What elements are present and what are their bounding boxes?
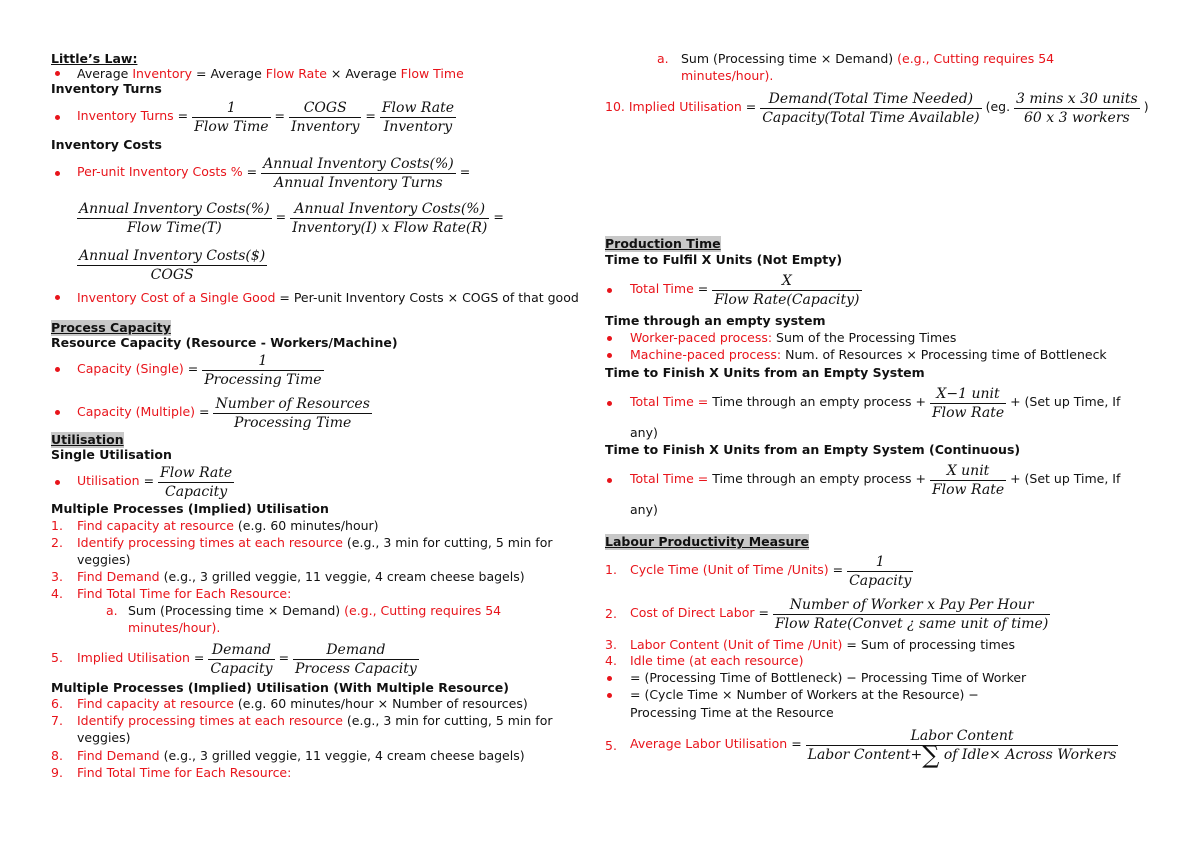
bullet [55,480,60,485]
list-number: 3. [605,637,617,652]
list-number: 4. [605,653,617,668]
production-time-heading: Production Time [605,236,721,251]
list-number: 8. [51,748,63,763]
cycle-time-formula: Cycle Time (Unit of Time /Units) = $\frac{1}{\text{Capacity}}$ [630,554,912,589]
total-time-formula: Total Time = $\frac{X}{\text{Flow Rate(Capacity)}}$ [630,273,860,308]
bullet [55,295,60,300]
list-item-continued: veggies) [77,730,131,745]
cost-direct-labor-formula: Cost of Direct Labor = $\frac{\text{Number of Worker x Pay Per Hour}}{\text{Flow Rate(Convet ¿ same unit of time)}}$ [630,597,1049,632]
implied-utilisation-formula: Implied Utilisation = $\frac{\text{Demand}}{\text{Capacity}}$ = $\frac{\text{Demand}}{\text{Process Capacity}}$ [77,642,417,677]
inventory-turns-heading: Inventory Turns [51,81,162,96]
bullet [607,693,612,698]
list-item: Find capacity at resource (e.g. 60 minutes/hour) [77,518,379,533]
process-capacity-heading: Process Capacity [51,320,171,335]
utilisation-heading: Utilisation [51,432,124,447]
inventory-cost-formula-2: $\frac{\text{Annual Inventory Costs(\%)}}{\text{Flow Time(T)}}$ = $\frac{\text{Annual Inventory Costs(\%)}}{\text{Inventory(I) x Flow Rate(R)}}$ = [79,201,504,236]
multiple-processes-heading: Multiple Processes (Implied) Utilisation [51,501,329,516]
list-item: Identify processing times at each resource (e.g., 3 min for cutting, 5 min for [77,535,553,550]
bullet [607,401,612,406]
list-letter: a. [657,51,669,66]
bullet [55,71,60,76]
list-item-continued: Processing Time at the Resource [630,705,834,720]
list-item: Identify processing times at each resource (e.g., 3 min for cutting, 5 min for [77,713,553,728]
finish-units-continuous-heading: Time to Finish X Units from an Empty System (Continuous) [605,442,1021,457]
list-number: 1. [605,562,617,577]
littles-law-heading: Little’s Law: [51,51,138,66]
labor-content-item: Labor Content (Unit of Time /Unit) = Sum of processing times [630,637,1015,652]
list-item: Find Total Time for Each Resource: [77,765,292,780]
list-number: 4. [51,586,63,601]
inventory-costs-heading: Inventory Costs [51,137,162,152]
total-time-empty-formula: Total Time = Time through an empty process + $\frac{\text{X−1 unit}}{\text{Flow Rate}}$ + (Set up Time, If [630,386,1121,421]
list-number: 1. [51,518,63,533]
list-item: Find Demand (e.g., 3 grilled veggie, 11 veggie, 4 cream cheese bagels) [77,569,525,584]
bullet [607,676,612,681]
littles-law-formula: Average Inventory = Average Flow Rate × Average Flow Time [77,66,464,81]
finish-units-heading: Time to Finish X Units from an Empty System [605,365,925,380]
average-labor-utilisation-formula: Average Labor Utilisation = $\frac{\text{Labor Content}}{\text{Labor Content+∑ of Idle× Across Workers}}$ [630,728,1117,769]
list-number: 6. [51,696,63,711]
list-number: 9. [51,765,63,780]
bullet [607,336,612,341]
single-good-cost: Inventory Cost of a Single Good = Per-unit Inventory Costs × COGS of that good [77,290,579,305]
list-number: 5. [605,738,617,753]
list-item-continued: any) [630,502,658,517]
bullet [607,478,612,483]
bullet [55,115,60,120]
list-number: 2. [605,606,617,621]
bullet [55,410,60,415]
inventory-turns-formula: Inventory Turns = $\frac{1}{\text{Flow Time}}$ = $\frac{\text{COGS}}{\text{Inventory}}$ = $\frac{\text{Flow Rate}}{\text{Inventory}}$ [77,100,455,135]
list-item: Sum (Processing time × Demand) (e.g., Cutting requires 54 [681,51,1055,66]
implied-utilisation-10-formula: 10. Implied Utilisation = $\frac{\text{Demand(Total Time Needed)}}{\text{Capacity(Total Time Available)}}$ (eg. $\frac{\text{3 mins x 30 units}}{\text{60 x 3 workers}}$ ) [605,91,1149,126]
machine-paced-item: Machine-paced process: Num. of Resources × Processing time of Bottleneck [630,347,1107,362]
list-number: 3. [51,569,63,584]
single-utilisation-heading: Single Utilisation [51,447,172,462]
list-item-continued: minutes/hour). [128,620,221,635]
capacity-multiple-formula: Capacity (Multiple) = $\frac{\text{Number of Resources}}{\text{Processing Time}}$ [77,396,370,431]
list-number: 2. [51,535,63,550]
list-item-continued: veggies) [77,552,131,567]
bullet [55,367,60,372]
idle-time-bullet-1: = (Processing Time of Bottleneck) − Processing Time of Worker [630,670,1027,685]
multiple-resource-heading: Multiple Processes (Implied) Utilisation (With Multiple Resource) [51,680,509,695]
worker-paced-item: Worker-paced process: Sum of the Processing Times [630,330,957,345]
fulfil-units-heading: Time to Fulfil X Units (Not Empty) [605,252,843,267]
list-number: 5. [51,650,63,665]
list-item-continued: minutes/hour). [681,68,774,83]
inventory-cost-formula-3: $\frac{\text{Annual Inventory Costs(\$)}}{\text{COGS}}$ [79,248,266,283]
list-item: Find capacity at resource (e.g. 60 minutes/hour × Number of resources) [77,696,528,711]
total-time-continuous-formula: Total Time = Time through an empty process + $\frac{\text{X unit}}{\text{Flow Rate}}$ + (Set up Time, If [630,463,1121,498]
list-item-continued: any) [630,425,658,440]
idle-time-bullet-2: = (Cycle Time × Number of Workers at the Resource) − [630,687,979,702]
list-number: 7. [51,713,63,728]
list-item: Find Demand (e.g., 3 grilled veggie, 11 veggie, 4 cream cheese bagels) [77,748,525,763]
bullet [607,353,612,358]
labour-productivity-heading: Labour Productivity Measure [605,534,810,549]
per-unit-inventory-formula: Per-unit Inventory Costs % = $\frac{\text{Annual Inventory Costs(\%)}}{\text{Annual Inventory Turns}}$ = [77,156,471,191]
empty-system-heading: Time through an empty system [605,313,826,328]
list-item: Sum (Processing time × Demand) (e.g., Cutting requires 54 [128,603,502,618]
utilisation-formula: Utilisation = $\frac{\text{Flow Rate}}{\text{Capacity}}$ [77,465,233,500]
idle-time-item: Idle time (at each resource) [630,653,804,668]
bullet [55,171,60,176]
capacity-single-formula: Capacity (Single) = $\frac{1}{\text{Processing Time}}$ [77,353,322,388]
list-item: Find Total Time for Each Resource: [77,586,292,601]
resource-capacity-subheading: Resource Capacity (Resource - Workers/Machine) [51,335,398,350]
bullet [607,288,612,293]
list-letter: a. [106,603,118,618]
